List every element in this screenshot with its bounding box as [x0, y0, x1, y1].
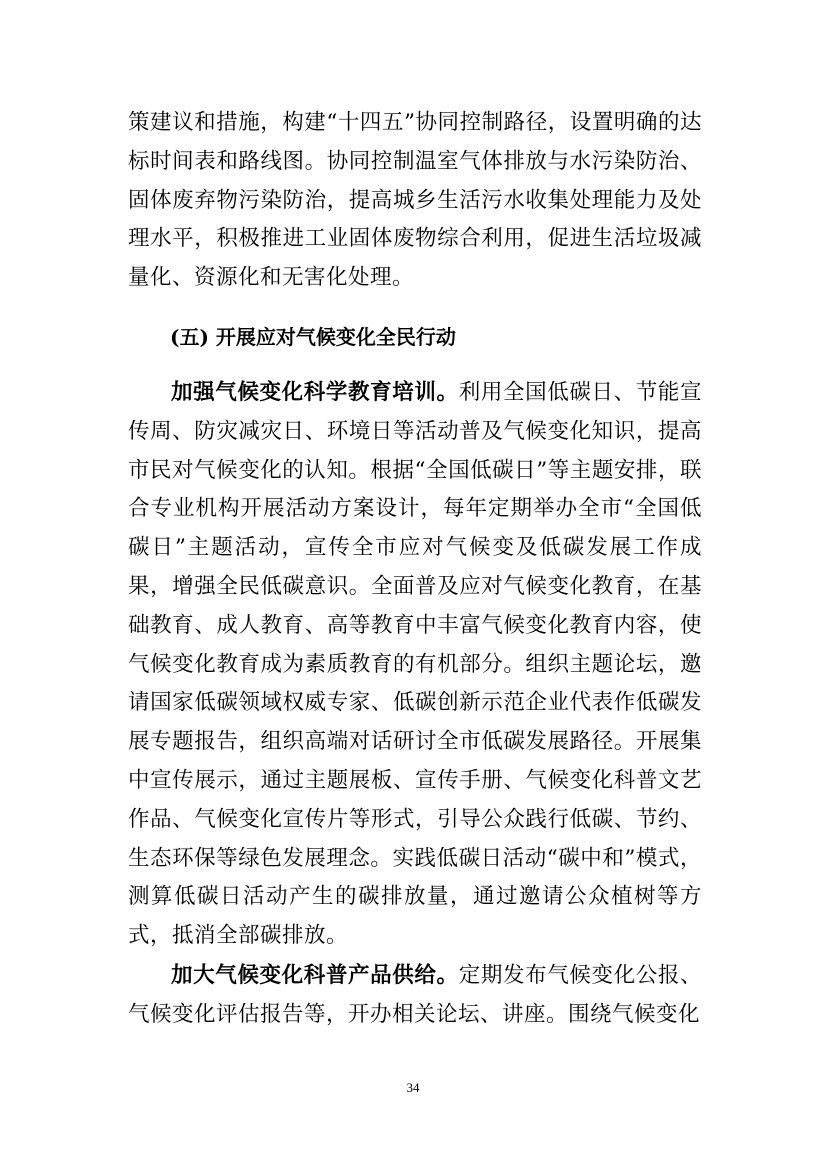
paragraph-science-education: [128, 374, 702, 956]
paragraph-science-products: [128, 957, 702, 1035]
paragraph-continuation: 策建议和措施，构建“十四五”协同控制路径，设置明确的达标时间表和路线图。协同控制温室气体排放与水污染防治、固体废弃物污染防治，提高城乡生活污水收集处理能力及处理水平，积极推进工业固体废物综合利用，促进生活垃圾减量化、资源化和无害化处理。: [128, 110, 702, 291]
paragraph-body: 利用全国低碳日、节能宣传周、防灾减灾日、环境日等活动普及气候变化知识，提高市民对气候变化的认知。根据“全国低碳日”等主题安排，联合专业机构开展活动方案设计，每年定期举办全市“全国低碳日”主题活动，宣传全市应对气候变及低碳发展工作成果，增强全民低碳意识。全面普及应对气候变化教育，在基础教育、成人教育、高等教育中丰富气候变化教育内容，使气候变化教育成为素质教育的有机部分。组织主题论坛，邀请国家低碳领域权威专家、低碳创新示范企业代表作低碳发展专题报告，组织高端对话研讨全市低碳发展路径。开展集中宣传展示，通过主题展板、宣传手册、气候变化科普文艺作品、气候变化宣传片等形式，引导公众践行低碳、节约、生态环保等绿色发展理念。实践低碳日活动“碳中和”模式，测算低碳日活动产生的碳排放量，通过邀请公众植树等方式，抵消全部碳排放。: [128, 380, 702, 949]
paragraph-lead-title: 加强气候变化科学教育培训。: [171, 380, 459, 405]
section-heading: (五) 开展应对气候变化全民行动: [170, 325, 456, 349]
paragraph-body: 定期发布气候变化公报、气候变化评估报告等，开办相关论坛、讲座。围绕气候变化: [128, 963, 702, 1027]
paragraph-lead-title: 加大气候变化科普产品供给。: [171, 963, 459, 988]
page-number: 34: [406, 1080, 420, 1095]
